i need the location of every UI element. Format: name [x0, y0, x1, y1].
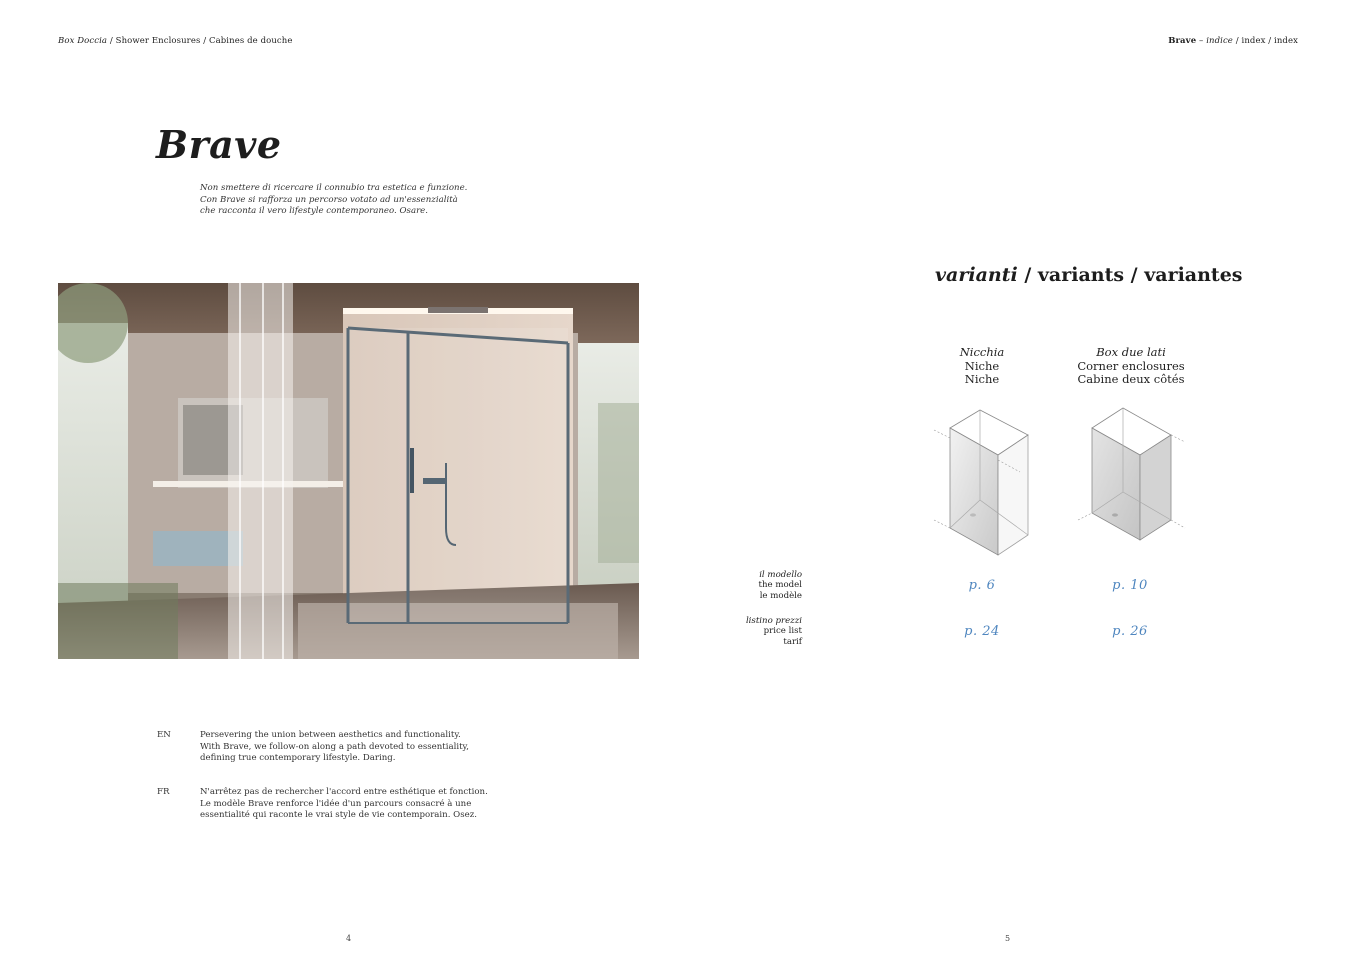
variant-corner-heading	[1066, 346, 1196, 387]
text-line: Le modèle Brave renforce l'idée d'un parcours consacré à une	[200, 798, 472, 809]
header-dash: –	[1196, 36, 1207, 46]
label-fr: tarif	[783, 636, 802, 647]
variant-name-fr: Cabine deux côtés	[1077, 372, 1185, 386]
breadcrumb-category: Box Doccia	[58, 36, 108, 46]
model-row-label	[692, 570, 802, 601]
label-fr: le modèle	[759, 590, 802, 601]
intro-line: Non smettere di ricercare il connubio tra estetica e funzione.	[200, 183, 468, 193]
lang-label-fr: FR	[157, 787, 170, 797]
link-niche-model[interactable]: p. 6	[968, 578, 996, 593]
variant-niche-heading	[932, 346, 1032, 387]
text-line: With Brave, we follow-on along a path devoted to essentiality,	[200, 741, 470, 752]
intro-line: che racconta il vero lifestyle contemporaneo. Osare.	[200, 206, 428, 217]
label-it: il modello	[759, 570, 802, 580]
variant-name-en: Corner enclosures	[1077, 358, 1185, 373]
header-index	[1168, 36, 1298, 46]
text-french	[200, 787, 488, 822]
variant-name-it: Nicchia	[959, 345, 1005, 359]
header-brand: Brave	[1168, 36, 1197, 46]
page-title: Brave	[156, 122, 282, 167]
price-row-label	[692, 616, 802, 647]
link-corner-model[interactable]: p. 10	[1112, 578, 1148, 593]
variants-title	[935, 264, 1242, 286]
text-line: essentialité qui raconte le vrai style de vie contemporain. Osez.	[200, 810, 477, 821]
variant-name-it: Box due lati	[1096, 345, 1166, 359]
label-en: price list	[763, 626, 802, 637]
text-line: Persevering the union between aesthetics and functionality.	[200, 730, 461, 740]
intro-line: Con Brave si rafforza un percorso votato ad un'essenzialità	[200, 194, 458, 205]
intro-italian	[200, 183, 467, 218]
variant-name-en: Niche	[964, 358, 1000, 373]
label-it: listino prezzi	[745, 616, 802, 626]
product-photo	[58, 283, 639, 659]
breadcrumb	[58, 36, 292, 46]
text-line: N'arrêtez pas de rechercher l'accord entre esthétique et fonction.	[200, 787, 488, 797]
link-niche-price[interactable]: p. 24	[964, 624, 1000, 639]
label-en: the model	[758, 580, 802, 591]
page-number-left: 4	[346, 934, 352, 943]
lang-label-en: EN	[157, 730, 171, 740]
text-line: defining true contemporary lifestyle. Daring.	[200, 753, 396, 764]
variants-title-rest: / variants / variantes	[1017, 264, 1243, 286]
corner-diagram	[1075, 400, 1190, 550]
breadcrumb-rest: / Shower Enclosures / Cabines de douche	[107, 36, 293, 46]
text-english	[200, 730, 469, 765]
variants-title-it: varianti	[935, 264, 1018, 286]
niche-diagram	[928, 400, 1038, 560]
header-index-it: indice	[1206, 36, 1233, 46]
page-number-right: 5	[1005, 934, 1011, 943]
link-corner-price[interactable]: p. 26	[1112, 624, 1148, 639]
header-index-rest: / index / index	[1232, 36, 1298, 46]
variant-name-fr: Niche	[964, 372, 1000, 386]
